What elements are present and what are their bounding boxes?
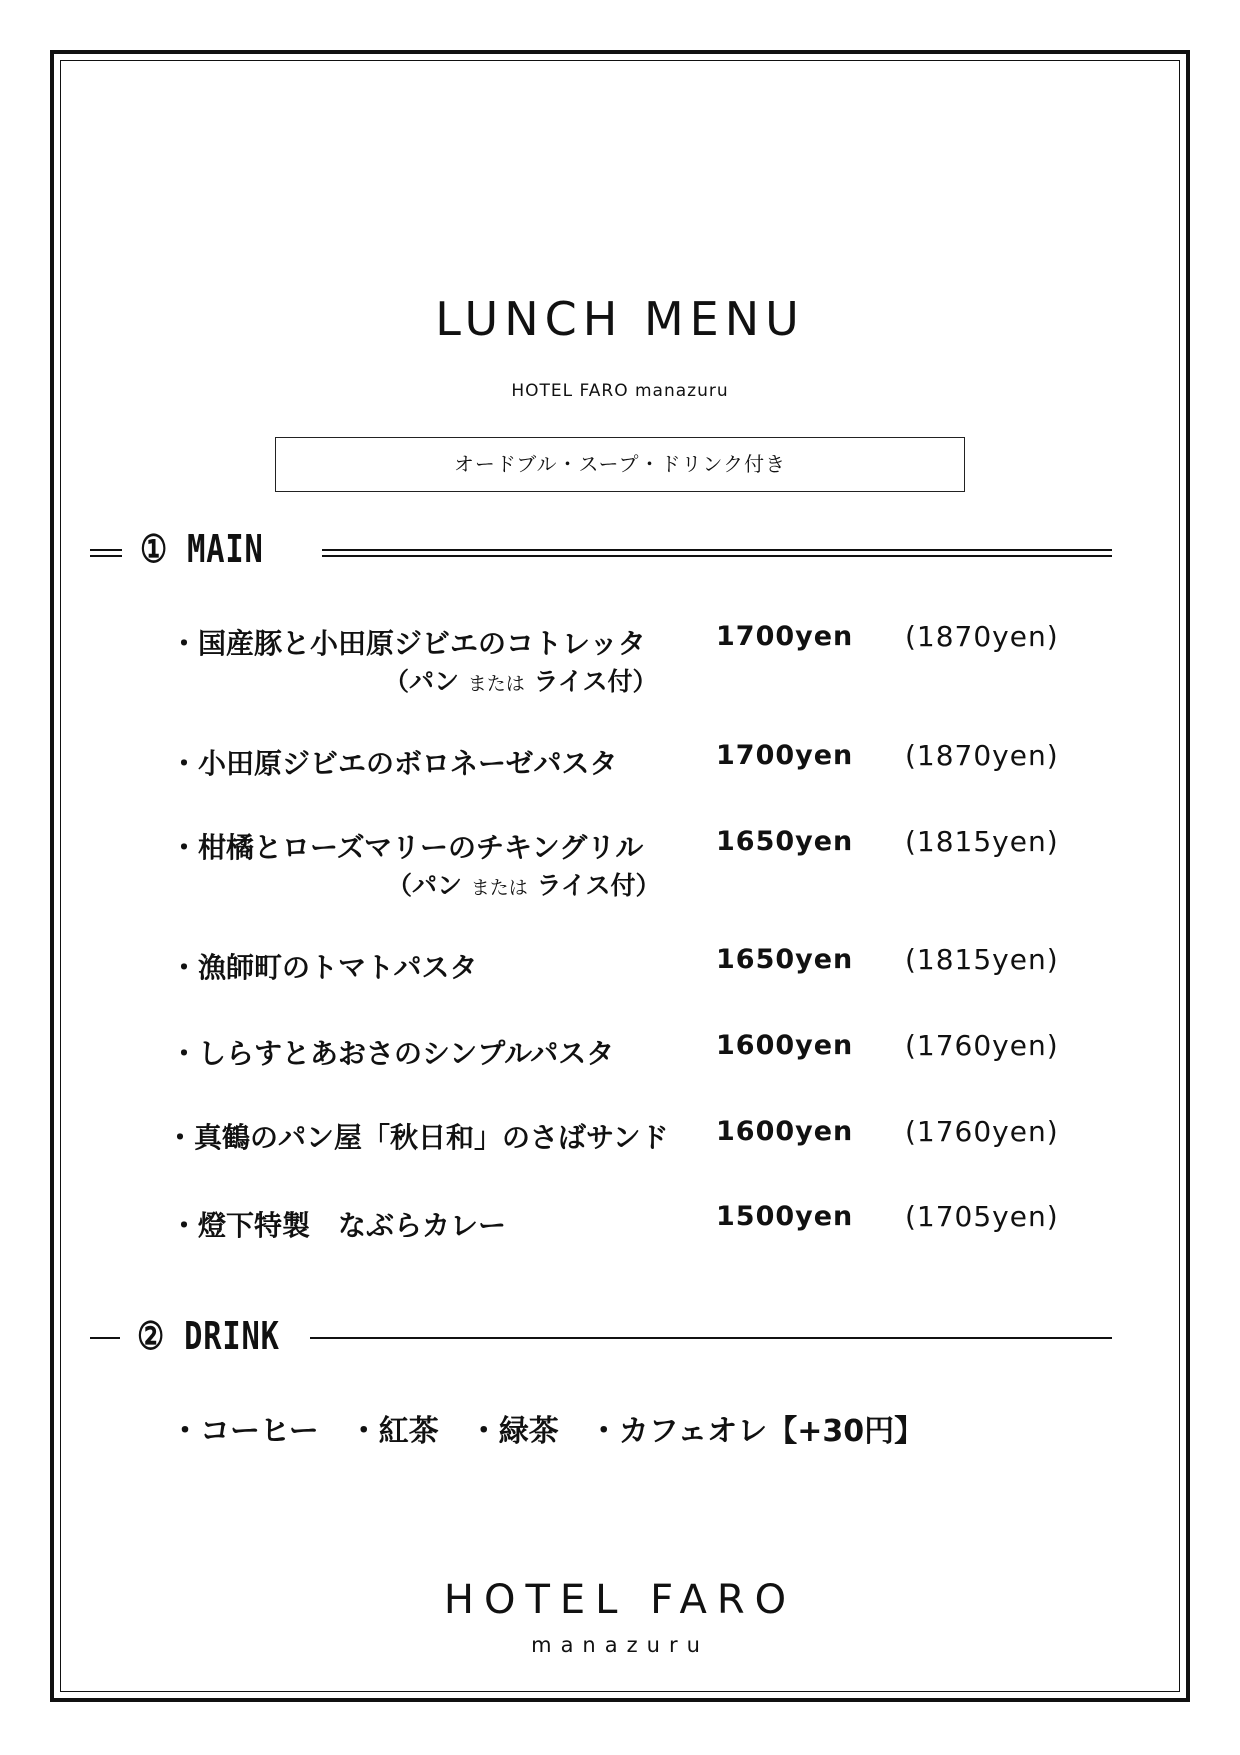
drink-rule-left <box>90 1337 120 1339</box>
side-note-open: （パン <box>384 667 460 696</box>
menu-item-name: ・漁師町のトマトパスタ <box>170 951 478 984</box>
hotel-logo-subtext: manazuru <box>531 1633 709 1657</box>
menu-item-side-note <box>384 662 657 698</box>
side-note-close: ライス付） <box>536 871 661 900</box>
menu-item-price-tax: (1705yen) <box>905 1200 1059 1233</box>
menu-item-price: 1700yen <box>716 621 854 652</box>
menu-item-price-tax: (1815yen) <box>905 825 1059 858</box>
hotel-subtitle: HOTEL FARO manazuru <box>511 381 729 401</box>
side-note-mid: または <box>467 673 525 695</box>
menu-item-name: ・柑橘とローズマリーのチキングリル <box>170 831 644 864</box>
menu-item-price: 1700yen <box>716 740 854 771</box>
menu-item-price-tax: (1815yen) <box>905 943 1059 976</box>
menu-item-name: ・小田原ジビエのボロネーゼパスタ <box>170 747 618 780</box>
menu-item-price: 1650yen <box>716 826 854 857</box>
drink-rule-right <box>310 1337 1112 1339</box>
drink-section-heading: ② DRINK <box>137 1314 280 1358</box>
main-rule-left <box>90 549 122 557</box>
menu-item-name: ・しらすとあおさのシンプルパスタ <box>170 1037 615 1070</box>
main-section-heading: ① MAIN <box>140 527 264 571</box>
included-note-box: オードブル・スープ・ドリンク付き <box>275 437 965 492</box>
menu-item-price-tax: (1760yen) <box>905 1029 1059 1062</box>
hotel-logo: HOTEL FARO <box>443 1577 797 1623</box>
menu-title: LUNCH MENU <box>435 292 805 346</box>
menu-item-price-tax: (1870yen) <box>905 620 1059 653</box>
drink-list: ・コーヒー ・紅茶 ・緑茶 ・カフェオレ【+30円】 <box>170 1414 925 1449</box>
side-note-open: （パン <box>387 871 463 900</box>
menu-item-name: ・燈下特製 なぶらカレー <box>170 1209 507 1242</box>
menu-item-price: 1600yen <box>716 1030 854 1061</box>
menu-item-price: 1650yen <box>716 944 854 975</box>
main-rule-right <box>322 549 1112 557</box>
menu-item-name: ・国産豚と小田原ジビエのコトレッタ <box>170 627 646 660</box>
menu-item-price: 1600yen <box>716 1116 854 1147</box>
menu-item-price: 1500yen <box>716 1201 854 1232</box>
menu-item-price-tax: (1760yen) <box>905 1115 1059 1148</box>
menu-item-price-tax: (1870yen) <box>905 739 1059 772</box>
side-note-mid: または <box>470 877 528 899</box>
side-note-close: ライス付） <box>533 667 658 696</box>
menu-item-side-note <box>387 866 660 902</box>
menu-item-name: ・真鶴のパン屋「秋日和」のさばサンド <box>166 1121 669 1154</box>
